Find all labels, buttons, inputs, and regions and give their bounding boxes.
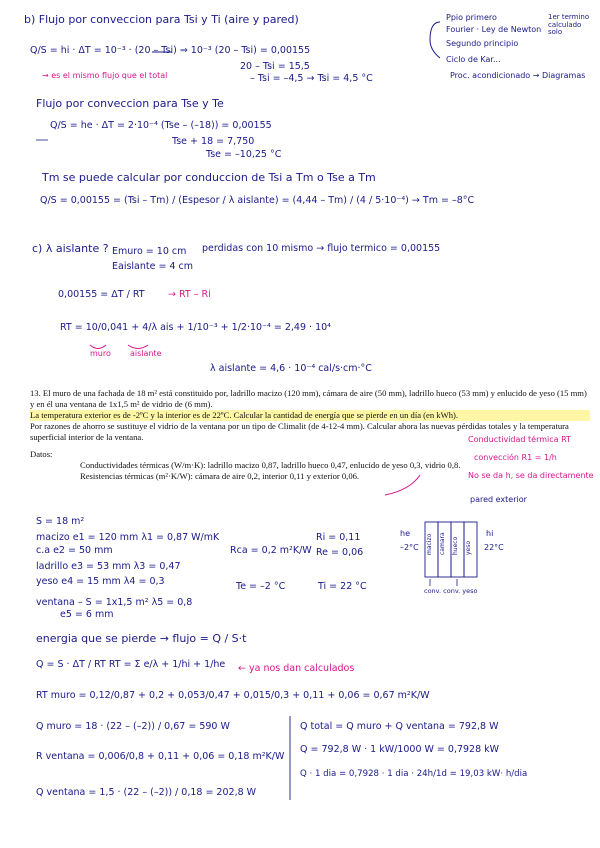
diagram-bottom-label: conv. conv. yeso xyxy=(424,587,478,595)
datos-2: Resistencias térmicas (m²·K/W): cámara de aire 0,2, interior 0,11 y exterior 0,06. xyxy=(80,471,360,481)
b-eq5: Tse + 18 = 7,750 xyxy=(172,136,255,147)
note-segundo-principio: Segundo principio xyxy=(446,39,519,48)
data-yeso: yeso e4 = 15 mm λ4 = 0,3 xyxy=(36,576,165,587)
b-eq4: Q/S = he · ΔT = 2·10⁻⁴ (Tse – (–18)) = 0,00155 xyxy=(50,120,272,131)
c-eq1: 0,00155 = ΔT / RT xyxy=(58,289,145,300)
problem-line-2: La temperatura exterior es de -2ºC y la interior es de 22ºC. Calcular la cantidad de energía que se pierde en un día (en kWh). xyxy=(30,410,590,421)
r-ventana: R ventana = 0,006/0,8 + 0,11 + 0,06 = 0,18 m²K/W xyxy=(36,751,285,762)
b-eq2: 20 – Tsi = 15,5 xyxy=(240,61,310,72)
data-ladrillo: ladrillo e3 = 53 mm λ3 = 0,47 xyxy=(36,561,181,572)
note-ppio-primero: Ppio primero xyxy=(446,13,497,22)
b-eq1: Q/S = hi · ΔT = 10⁻³ · (20 – Tsi) ⇒ 10⁻³ (20 – Tsi) = 0,00155 xyxy=(30,45,311,56)
c-given2: Eaislante = 4 cm xyxy=(112,261,194,272)
data-te: Te = –2 °C xyxy=(236,581,286,592)
problem-line-3: Por razones de ahorro se sustituye el vidrio de la ventana por un tipo de Climalit (de 4-12-4 mm). Calcular ahora las nuevas pérdidas totales y la temperatura superficial interior de la ventana. xyxy=(30,421,569,442)
q-day: Q · 1 dia = 0,7928 · 1 dia · 24h/1d = 19,03 kW· h/dia xyxy=(300,769,528,779)
q-muro: Q muro = 18 · (22 – (–2)) / 0,67 = 590 W xyxy=(36,721,230,732)
problem-line-1: El muro de una fachada de 18 m² está constituido por, ladrillo macizo (120 mm), cámara de aire (50 mm), ladrillo hueco (53 mm) y enlucido de yeso (15 mm) y en él una ventana de 1x1,5 m² de vidrio de (6 mm). xyxy=(30,388,587,409)
note-proc-acondicionado: Proc. acondicionado → Diagramas xyxy=(450,71,586,80)
b-eq6: Tse = –10,25 °C xyxy=(206,149,282,160)
b-title: b) Flujo por conveccion para Tsi y Ti (aire y pared) xyxy=(24,13,299,26)
data-macizo: macizo e1 = 120 mm λ1 = 0,87 W/mK xyxy=(36,532,220,543)
diagram-layer-1: macizo xyxy=(426,533,433,555)
energy-title: energia que se pierde → flujo = Q / S·t xyxy=(36,632,247,645)
energy-pink: ← ya nos dan calculados xyxy=(238,663,355,674)
note-side: 1er termino calculado solo xyxy=(548,13,590,37)
b-title2: Flujo por conveccion para Tse y Te xyxy=(36,97,224,110)
q-total: Q total = Q muro + Q ventana = 792,8 W xyxy=(300,721,499,732)
c-eq2: RT = 10/0,041 + 4/λ ais + 1/10⁻³ + 1/2·10⁻⁴ = 2,49 · 10⁴ xyxy=(60,322,331,333)
data-ti: Ti = 22 °C xyxy=(318,581,367,592)
rt-muro: RT muro = 0,12/0,87 + 0,2 + 0,053/0,47 + 0,015/0,3 + 0,11 + 0,06 = 0,67 m²K/W xyxy=(36,690,430,701)
data-ri: Ri = 0,11 xyxy=(316,532,361,543)
datos-label: Datos: xyxy=(30,449,53,459)
diagram-right-temp: 22°C xyxy=(484,543,504,552)
data-s: S = 18 m² xyxy=(36,516,85,527)
diagram-label-top: pared exterior xyxy=(470,495,527,504)
pink-side-2: convección R1 = 1/h xyxy=(474,453,557,462)
c-tag-muro: muro xyxy=(90,349,111,358)
data-e5: e5 = 6 mm xyxy=(60,609,114,620)
c-pink1: → RT – Ri xyxy=(168,289,211,300)
pink-side-3: No se da h, se da directamente xyxy=(468,471,594,480)
diagram-left-label: he xyxy=(400,529,410,538)
diagram-layer-4: yeso xyxy=(465,540,472,555)
c-loss: perdidas con 10 mismo → flujo termico = 0,00155 xyxy=(202,243,441,254)
data-ventana: ventana – S = 1x1,5 m² λ5 = 0,8 xyxy=(36,597,193,608)
datos-1: Conductividades térmicas (W/m·K): ladrillo macizo 0,87, ladrillo hueco 0,47, enlucido de yeso 0,3, vidrio 0,8. xyxy=(80,460,461,470)
diagram-layer-3: hueco xyxy=(452,536,459,555)
c-tag-aislante: aislante xyxy=(130,349,162,358)
problem-number: 13. xyxy=(30,388,41,398)
data-rca: Rca = 0,2 m²K/W xyxy=(230,545,312,556)
c-title: c) λ aislante ? xyxy=(32,242,109,255)
data-re: Re = 0,06 xyxy=(316,547,364,558)
c-result: λ aislante = 4,6 · 10⁻⁴ cal/s·cm·°C xyxy=(210,363,372,374)
b-eq3: – Tsi = –4,5 → Tsi = 4,5 °C xyxy=(250,73,373,84)
pink-side-1: Conductividad térmica RT xyxy=(468,435,571,444)
b-eq7: Q/S = 0,00155 = (Tsi – Tm) / (Espesor / λ aislante) = (4,44 – Tm) / (4 / 5·10⁻⁴) → Tm = –8°C xyxy=(40,195,475,206)
q-kw: Q = 792,8 W · 1 kW/1000 W = 0,7928 kW xyxy=(300,744,500,755)
diagram-layer-2: camara xyxy=(439,532,446,555)
diagram-right-label: hi xyxy=(486,529,494,538)
energy-eq: Q = S · ΔT / RT RT = Σ e/λ + 1/hi + 1/he xyxy=(36,659,226,670)
data-ca: c.a e2 = 50 mm xyxy=(36,545,113,556)
b-title3: Tm se puede calcular por conduccion de Tsi a Tm o Tse a Tm xyxy=(42,171,376,184)
b-pink-note: → es el mismo flujo que el total xyxy=(42,71,168,80)
note-fourier: Fourier · Ley de Newton xyxy=(446,25,542,34)
diagram-left-temp: –2°C xyxy=(400,543,419,552)
c-given1: Emuro = 10 cm xyxy=(112,246,187,257)
note-ciclo: Ciclo de Kar... xyxy=(446,55,501,64)
q-ventana: Q ventana = 1,5 · (22 – (–2)) / 0,18 = 202,8 W xyxy=(36,787,257,798)
